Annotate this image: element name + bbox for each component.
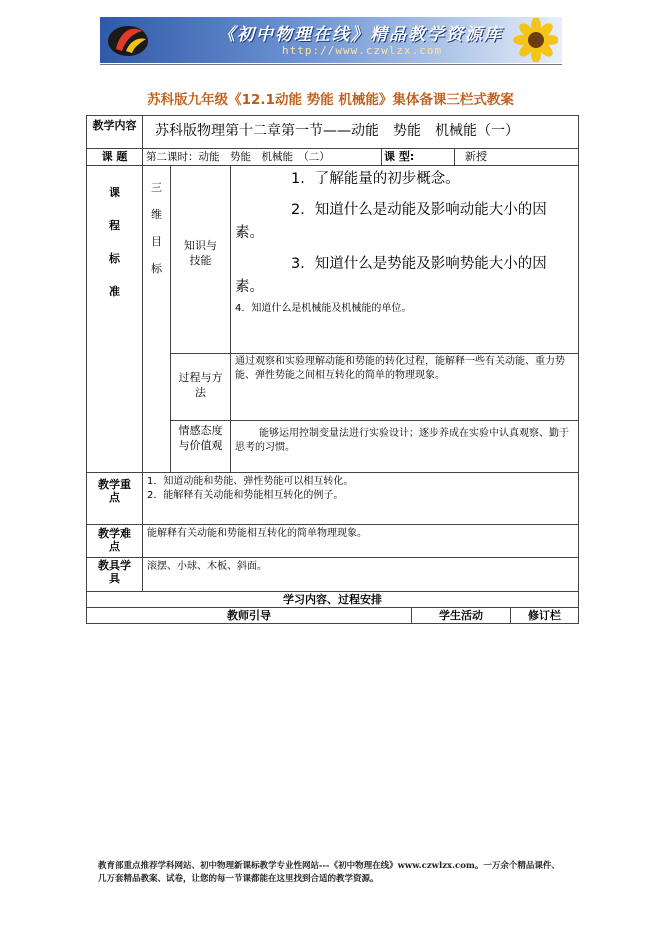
banner-url[interactable]: http://www.czwlzx.com [282, 44, 443, 57]
standard-char: 课 [109, 186, 120, 199]
key-points-label: 教学重点 [87, 473, 143, 525]
knowledge-skill-label: 知识与技能 [171, 166, 231, 354]
section-title: 学习内容、过程安排 [87, 592, 579, 608]
lesson-plan-table [86, 115, 579, 624]
document-title: 苏科版九年级《12.1动能 势能 机械能》集体备课三栏式教案 [147, 92, 514, 108]
content-value: 苏科版物理第十二章第一节——动能 势能 机械能（一） [143, 116, 579, 149]
column-header-teacher: 教师引导 [87, 608, 412, 624]
knowledge-item: 3．知道什么是势能及影响势能大小的因素。 [235, 256, 547, 295]
key-point-item: 2．能解释有关动能和势能相互转化的例子。 [147, 490, 344, 501]
three-dimension-label [143, 166, 171, 473]
knowledge-skill-content [231, 166, 579, 354]
curriculum-standard-label [87, 166, 143, 473]
content-label: 教学内容 [87, 116, 143, 149]
emotion-value-content: 能够运用控制变量法进行实验设计；逐步养成在实验中认真观察、勤于思考的习惯。 [231, 421, 579, 473]
dimension-char: 维 [151, 208, 162, 221]
standard-char: 准 [109, 285, 120, 298]
header-divider [100, 64, 562, 65]
key-points-content [143, 473, 579, 525]
dimension-char: 标 [151, 262, 162, 275]
difficulty-content: 能解释有关动能和势能相互转化的简单物理现象。 [143, 525, 579, 558]
process-method-content: 通过观察和实验理解动能和势能的转化过程，能解释一些有关动能、重力势能、弹性势能之间相互转化的简单的物理现象。 [231, 354, 579, 421]
tools-content: 滚摆、小球、木板、斜面。 [143, 558, 579, 592]
column-header-revision: 修订栏 [511, 608, 579, 624]
sunflower-icon [498, 18, 558, 62]
knowledge-item: 2．知道什么是动能及影响动能大小的因素。 [235, 202, 547, 241]
dimension-char: 目 [151, 235, 162, 248]
column-header-student: 学生活动 [412, 608, 511, 624]
topic-label: 课 题 [87, 149, 143, 166]
site-logo-icon [106, 21, 150, 59]
topic-value: 第二课时：动能 势能 机械能 （二） [143, 149, 382, 166]
emotion-value-label: 情感态度与价值观 [171, 421, 231, 473]
standard-char: 标 [109, 252, 120, 265]
tools-label: 教具学具 [87, 558, 143, 592]
lesson-type-label: 课 型: [382, 149, 455, 166]
page-footer: 教育部重点推荐学科网站、初中物理新课标教学专业性网站---《初中物理在线》www.czwlzx.com。一万余个精品课件、几万套精品教案、试卷，让您的每一节课都能在这里找到合适的教学资源。 [98, 861, 560, 884]
banner-title: 《初中物理在线》精品教学资源库 [218, 25, 503, 45]
standard-char: 程 [109, 219, 120, 232]
site-banner [100, 17, 562, 63]
key-point-item: 1．知道动能和势能、弹性势能可以相互转化。 [147, 476, 354, 487]
difficulty-label: 教学难点 [87, 525, 143, 558]
process-method-label: 过程与方法 [171, 354, 231, 421]
knowledge-item: 1．了解能量的初步概念。 [291, 171, 460, 187]
knowledge-item: 4．知道什么是机械能及机械能的单位。 [235, 303, 412, 314]
lesson-type-value: 新授 [455, 149, 579, 166]
dimension-char: 三 [151, 181, 162, 194]
